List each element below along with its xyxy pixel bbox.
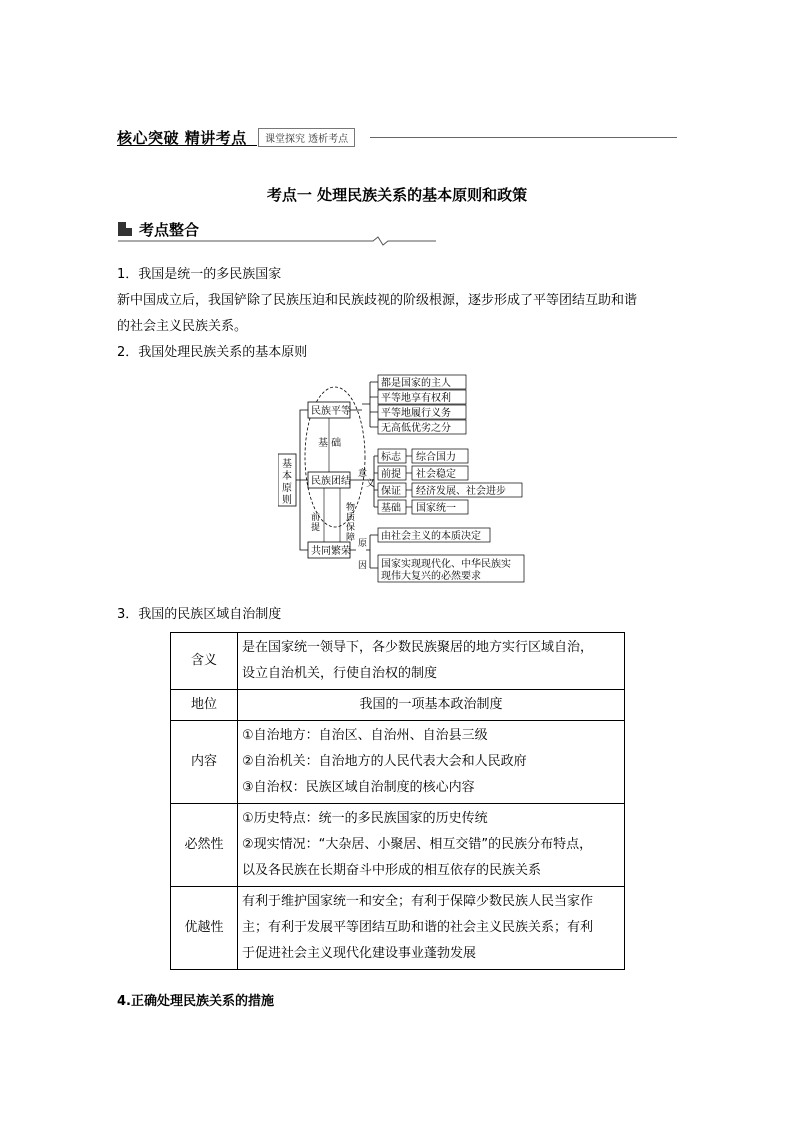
label-meaning [358,468,375,489]
root-char-2: 本 [282,471,292,482]
point-1-title: 1．我国是统一的多民族国家 [117,267,282,282]
equal-items [378,375,466,434]
unity-tag-1: 标志 [381,452,401,463]
row-val-superiority [238,887,625,970]
unity-tag-4: 基础 [381,503,401,514]
table-row [171,633,625,690]
content-line-1: ①自治地方：自治区、自治州、自治县三级 [242,728,488,743]
prosper-item-2-line-1: 国家实现现代化、中华民族实 [381,559,511,570]
unity-val-4: 国家统一 [416,503,456,514]
reason-c1: 原 [358,539,368,549]
principles-diagram [278,372,528,592]
table-row [171,887,625,970]
root-char-1: 基 [282,459,292,470]
prosper-item-1: 由社会主义的本质决定 [381,531,481,542]
necessity-line-1: ①历史特点：统一的多民族国家的历史传统 [242,811,488,826]
premise-c2: 提 [311,523,321,533]
section-title: 考点一 处理民族关系的基本原则和政策 [266,186,528,204]
reason-c2: 因 [358,561,368,571]
node-prosper: 共同繁荣 [311,546,351,557]
meaning-c2: 义 [366,479,376,489]
premise-c1: 前 [311,513,321,523]
mat-c1: 物 [346,503,356,513]
label-material [346,501,358,543]
table-row [171,804,625,887]
section-wave-line [118,236,436,246]
superiority-line-1: 有利于维护国家统一和安全；有利于保障少数民族人民当家作 [242,894,594,909]
equal-item-1: 都是国家的主人 [381,378,451,389]
meaning-line-2: 设立自治机关，行使自治权的制度 [242,666,438,681]
mat-c2: 质 [346,513,356,523]
point-1-line-1: 新中国成立后，我国铲除了民族压迫和民族歧视的阶级根源，逐步形成了平等团结互助和谐 [117,293,638,308]
label-premise [311,511,323,533]
row-val-meaning [238,633,625,690]
row-key-meaning: 含义 [171,633,238,690]
row-val-status: 我国的一项基本政治制度 [238,690,625,721]
content-line-2: ②自治机关：自治地方的人民代表大会和人民政府 [242,754,527,769]
point-3-title: 3．我国的民族区域自治制度 [117,607,282,622]
row-key-necessity: 必然性 [171,804,238,887]
meaning-c1: 意 [358,469,368,479]
necessity-line-3: 以及各民族在长期奋斗中形成的相互依存的民族关系 [242,863,542,878]
header-underline [117,145,257,146]
point-1-line-2: 的社会主义民族关系。 [117,319,248,334]
section-label: 考点整合 [139,221,200,239]
superiority-line-3: 于促进社会主义现代化建设事业蓬勃发展 [242,946,477,961]
unity-val-1: 综合国力 [416,452,456,463]
superiority-line-2: 主；有利于发展平等团结互助和谐的社会主义民族关系；有利 [242,920,594,935]
table-row [171,690,625,721]
table-row [171,721,625,804]
root-char-4: 则 [282,495,292,506]
header-rule [370,137,677,138]
unity-tag-2: 前提 [381,469,401,480]
label-basis: 基 础 [318,438,342,449]
unity-items [378,449,522,514]
unity-val-3: 经济发展、社会进步 [416,486,506,497]
unity-val-2: 社会稳定 [416,469,456,480]
section-square-icon [118,222,132,236]
row-key-content: 内容 [171,721,238,804]
root-label [282,457,295,506]
header-tag: 课堂探究 透析考点 [258,128,355,147]
header-title: 核心突破 精讲考点 [117,129,247,147]
autonomy-table [170,632,625,970]
row-val-content [238,721,625,804]
prosper-item-2-line-2: 现伟大复兴的必然要求 [381,571,481,582]
necessity-line-2: ②现实情况：“大杂居、小聚居、相互交错”的民族分布特点， [242,837,593,852]
node-unity: 民族团结 [311,476,351,487]
root-char-3: 原 [282,483,292,494]
row-val-necessity [238,804,625,887]
row-key-superiority: 优越性 [171,887,238,970]
mat-c4: 障 [346,533,356,543]
mat-c3: 保 [346,523,356,533]
equal-item-2: 平等地享有权利 [381,393,451,404]
row-key-status: 地位 [171,690,238,721]
equal-item-4: 无高低优劣之分 [381,423,451,434]
point-2-title: 2．我国处理民族关系的基本原则 [117,345,308,360]
node-equal: 民族平等 [311,406,351,417]
point-4-title: 4.正确处理民族关系的措施 [117,994,274,1009]
unity-tag-3: 保证 [381,486,401,497]
content-line-3: ③自治权：民族区域自治制度的核心内容 [242,780,475,795]
meaning-line-1: 是在国家统一领导下，各少数民族聚居的地方实行区域自治， [242,640,594,655]
label-reason [358,538,370,571]
equal-item-3: 平等地履行义务 [381,408,451,419]
